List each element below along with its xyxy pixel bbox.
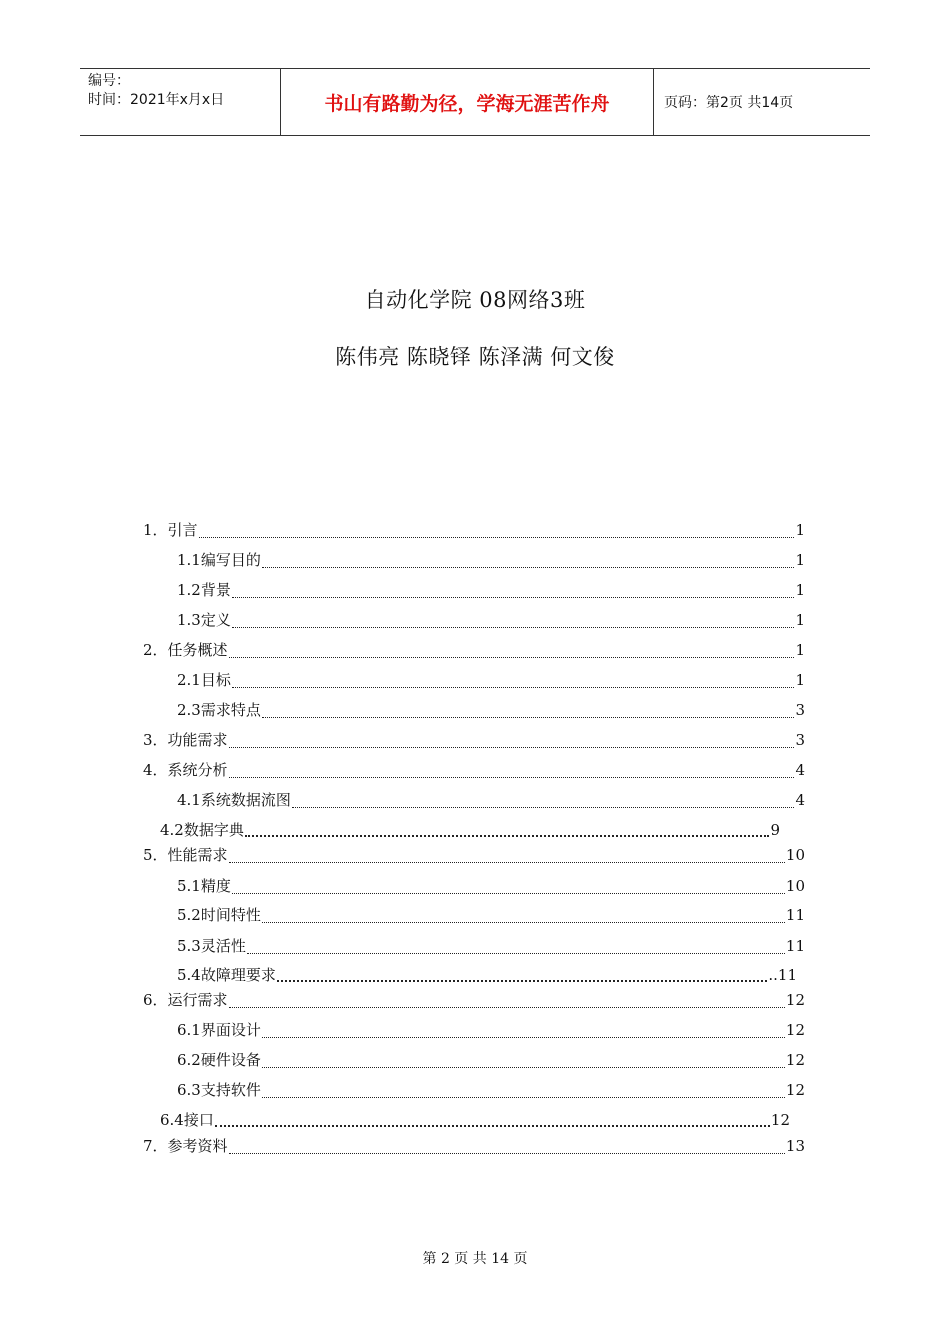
toc-entry-label: 2.3需求特点 [177, 701, 261, 719]
toc-entry-label: 2．任务概述 [143, 641, 228, 659]
header-date: 时间：2021年x月x日 [88, 92, 225, 108]
toc-entry[interactable] [143, 520, 805, 540]
toc-entry-label: 5.2时间特性 [177, 906, 261, 924]
toc-entry-page: 1 [795, 611, 805, 629]
toc-leader [199, 523, 795, 538]
toc-entry[interactable] [143, 990, 805, 1010]
header-number: 编号： [88, 73, 130, 89]
department-class: 自动化学院 08网络3班 [364, 288, 586, 312]
toc-leader [229, 763, 795, 778]
toc-entry[interactable] [177, 876, 805, 896]
toc-entry[interactable] [177, 610, 805, 630]
toc-leader [215, 1113, 770, 1127]
toc-entry-label: 1.3定义 [177, 611, 231, 629]
toc-leader [245, 823, 770, 837]
toc-entry-label: 5．性能需求 [143, 846, 228, 864]
toc-entry-label: 5.1精度 [177, 877, 231, 895]
toc-entry[interactable] [143, 845, 805, 865]
toc-entry-label: 1.1编写目的 [177, 551, 261, 569]
toc-leader [232, 583, 795, 598]
toc-entry[interactable] [177, 550, 805, 570]
toc-entry-page: 13 [785, 1137, 805, 1155]
toc-entry-page: 4 [795, 761, 805, 779]
toc-leader [262, 553, 795, 568]
toc-entry-page: 12 [785, 1081, 805, 1099]
toc-entry-page: 3 [795, 701, 805, 719]
toc-entry-label: 3．功能需求 [143, 731, 228, 749]
toc-entry-page: 10 [785, 877, 805, 895]
toc-entry-page: 1 [795, 671, 805, 689]
toc-leader [232, 613, 795, 628]
authors: 陈伟亮 陈晓铎 陈泽满 何文俊 [335, 345, 615, 369]
toc-entry[interactable] [177, 580, 805, 600]
toc-entry-label: 4．系统分析 [143, 761, 228, 779]
toc-leader [232, 673, 795, 688]
toc-entry[interactable] [177, 1080, 805, 1100]
toc-entry[interactable] [143, 1136, 805, 1156]
toc-entry-label: 5.3灵活性 [177, 937, 246, 955]
toc-entry-page: 9 [770, 821, 780, 839]
toc-entry[interactable] [143, 730, 805, 750]
toc-leader [229, 848, 785, 863]
toc-entry-page: 1 [795, 581, 805, 599]
toc-leader [247, 939, 785, 954]
toc-leader [232, 879, 785, 894]
header-motto: 书山有路勤为径，学海无涯苦作舟 [281, 69, 654, 135]
toc-entry-page: ..11 [768, 966, 797, 984]
toc-leader [262, 1053, 785, 1068]
header-page-number: 页码：第2页 共14页 [664, 95, 794, 111]
toc-entry-page: 1 [795, 641, 805, 659]
toc-entry[interactable] [177, 936, 805, 956]
toc-entry-label: 2.1目标 [177, 671, 231, 689]
toc-leader [262, 908, 785, 923]
toc-entry[interactable] [177, 700, 805, 720]
toc-entry-page: 11 [785, 906, 805, 924]
toc-entry-label: 6.2硬件设备 [177, 1051, 261, 1069]
toc-leader [262, 1083, 785, 1098]
toc-entry-page: 12 [785, 1021, 805, 1039]
toc-entry[interactable] [177, 905, 805, 925]
toc-entry-page: 10 [785, 846, 805, 864]
toc-entry-page: 12 [770, 1111, 790, 1129]
toc-leader [229, 993, 785, 1008]
toc-entry-label: 1．引言 [143, 521, 198, 539]
toc-entry[interactable] [177, 965, 797, 985]
toc-entry-label: 6.1界面设计 [177, 1021, 261, 1039]
toc-leader [292, 793, 795, 808]
toc-leader [229, 733, 795, 748]
toc-entry[interactable] [177, 1050, 805, 1070]
toc-entry[interactable] [143, 760, 805, 780]
toc-entry[interactable] [177, 670, 805, 690]
toc-entry-label: 5.4故障理要求 [177, 966, 276, 984]
toc-entry-page: 12 [785, 991, 805, 1009]
toc-entry-label: 1.2背景 [177, 581, 231, 599]
toc-entry[interactable] [160, 1110, 790, 1130]
toc-entry[interactable] [177, 1020, 805, 1040]
toc-entry[interactable] [143, 640, 805, 660]
toc-entry[interactable] [177, 790, 805, 810]
toc-entry-label: 4.1系统数据流图 [177, 791, 291, 809]
toc-entry-label: 4.2数据字典 [160, 821, 244, 839]
toc-entry-label: 6．运行需求 [143, 991, 228, 1009]
toc-entry-page: 1 [795, 551, 805, 569]
toc-entry-page: 11 [785, 937, 805, 955]
toc-entry-page: 4 [795, 791, 805, 809]
toc-entry-page: 12 [785, 1051, 805, 1069]
toc-leader [229, 643, 795, 658]
toc-entry-page: 1 [795, 521, 805, 539]
toc-leader [262, 1023, 785, 1038]
toc-entry-label: 6.3支持软件 [177, 1081, 261, 1099]
toc-entry[interactable] [160, 820, 780, 840]
toc-leader [229, 1139, 785, 1154]
toc-entry-page: 3 [795, 731, 805, 749]
toc-entry-label: 7．参考资料 [143, 1137, 228, 1155]
toc-leader [277, 968, 768, 982]
toc-entry-label: 6.4接口 [160, 1111, 214, 1129]
page-footer: 第 2 页 共 14 页 [422, 1251, 528, 1267]
toc-leader [262, 703, 795, 718]
